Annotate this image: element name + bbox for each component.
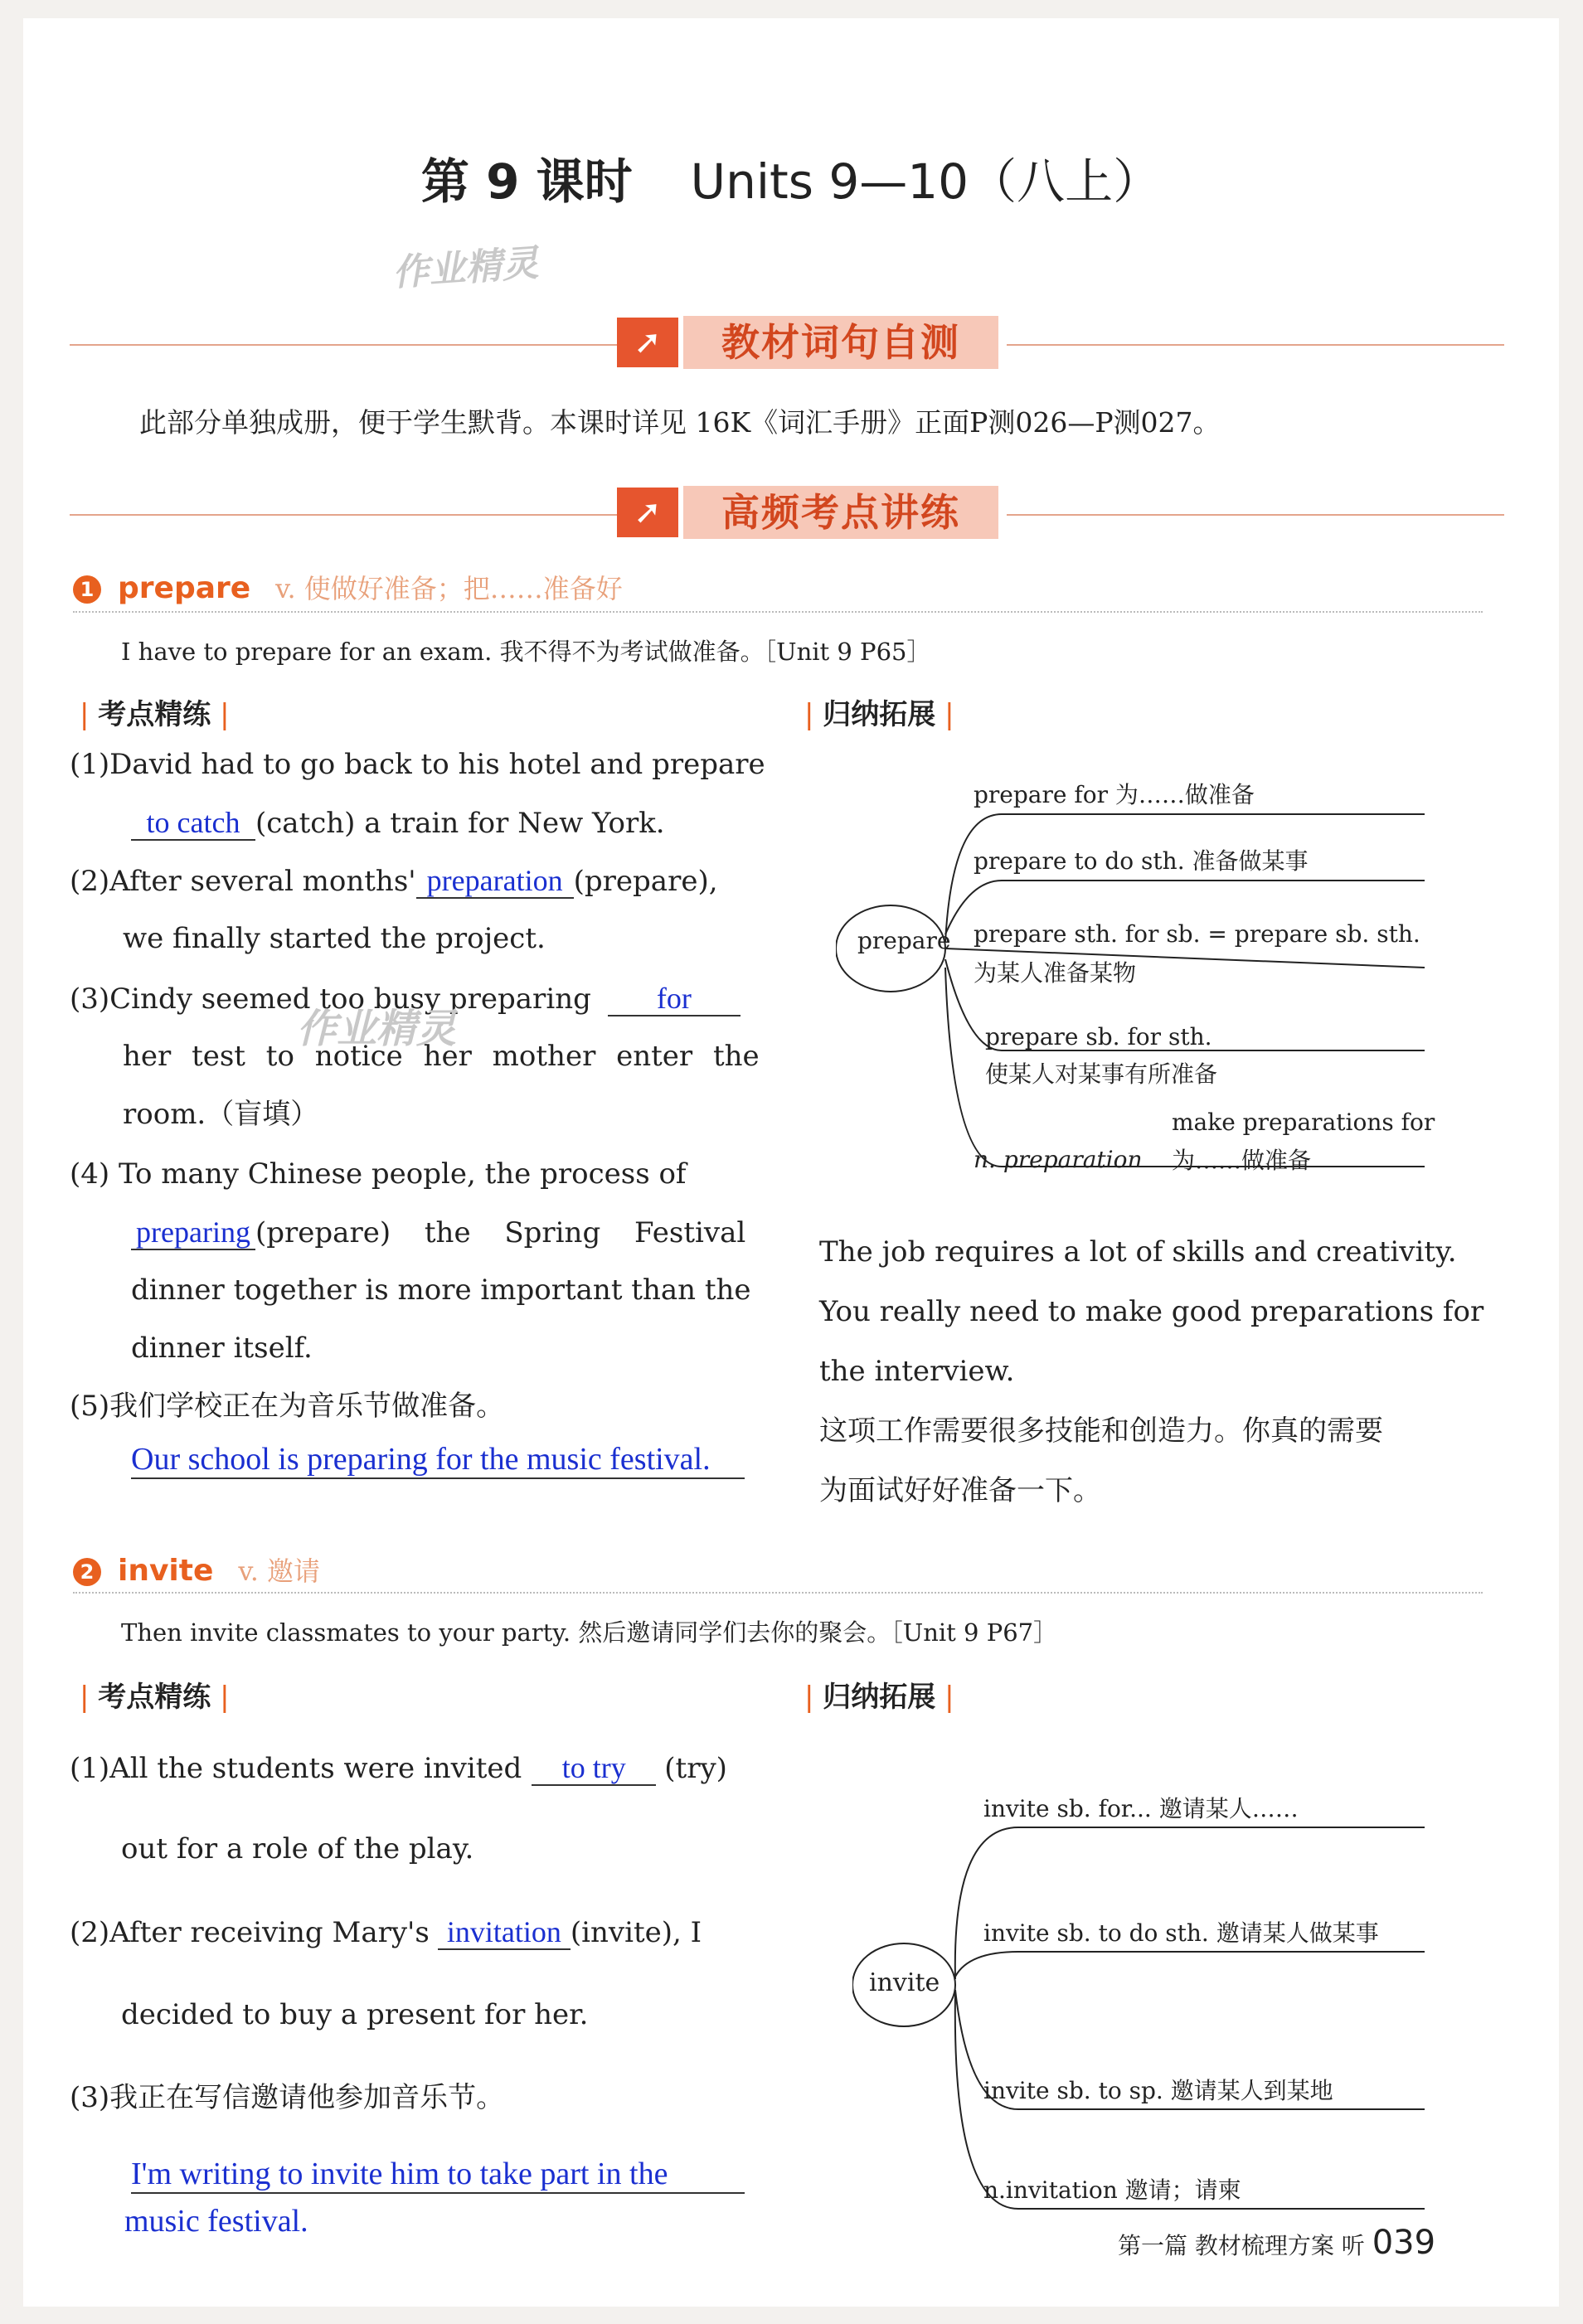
mind-map-branch: prepare sth. for sb. = prepare sb. sth.	[974, 920, 1420, 948]
section-header-practice	[70, 483, 1504, 546]
answer-blank: to catch	[131, 806, 255, 841]
watermark: 作业精灵	[297, 1006, 457, 1052]
mind-map-branch: invite sb. to do sth. 邀请某人做某事	[983, 1919, 1379, 1947]
footer: 第一篇 教材梳理方案 听 039	[1118, 2224, 1436, 2262]
practice-heading: | 考点精练 |	[80, 1681, 230, 1714]
mind-map-branch: make preparations for	[1172, 1109, 1435, 1136]
question-line: (3)Cindy seemed too busy preparing for	[70, 982, 741, 1016]
question-text: (5)我们学校正在为音乐节做准备。	[70, 1390, 505, 1423]
mind-map-branch: n.invitation 邀请；请柬	[983, 2176, 1241, 2204]
mind-map-center: prepare	[857, 927, 951, 954]
section-title: 教材词句自测	[683, 316, 998, 369]
answer-blank: I'm writing to invite him to take part in the	[131, 2156, 745, 2194]
question-line: (2)After receiving Mary's invitation (invite), I	[70, 1915, 702, 1949]
expand-heading: | 归纳拓展 |	[804, 698, 954, 731]
dotted-divider	[73, 1592, 1483, 1594]
question-line: (2)After several months' preparation (prepare),	[70, 864, 718, 898]
question-line: (1)All the students were invited to try (try)	[70, 1751, 727, 1785]
answer-blank: Our school is preparing for the music festival.	[131, 1441, 745, 1479]
units-label: Units 9—10（八上）	[690, 153, 1162, 210]
example-sentence: I have to prepare for an exam. 我不得不为考试做准备。［Unit 9 P65］	[121, 638, 931, 666]
answer-continuation: music festival.	[124, 2204, 308, 2239]
arrow-icon: ➚	[617, 488, 678, 537]
question-text: her test to notice her mother enter the	[123, 1040, 760, 1073]
number-badge: 1	[73, 575, 101, 604]
page	[23, 18, 1559, 2307]
question-text: (1)David had to go back to his hotel and prepare	[70, 748, 765, 781]
answer-blank: preparation	[416, 864, 574, 899]
mind-map-branch: invite sb. to sp. 邀请某人到某地	[983, 2077, 1333, 2104]
question-text: (4) To many Chinese people, the process of	[70, 1157, 687, 1191]
page-title	[23, 143, 1559, 212]
question-text: we finally started the project.	[123, 922, 546, 955]
expand-heading: | 归纳拓展 |	[804, 1681, 954, 1714]
section-title: 高频考点讲练	[683, 486, 998, 539]
part-of-speech: v. 邀请	[238, 1555, 321, 1587]
question-text: decided to buy a present for her.	[121, 1998, 589, 2031]
question-text: room.（盲填）	[123, 1098, 319, 1131]
mind-map-branch: prepare for 为……做准备	[974, 781, 1255, 808]
mind-map-branch: prepare sb. for sth.	[985, 1023, 1212, 1050]
expand-paragraph: The job requires a lot of skills and creativity. You really need to make good preparations for the interview. 这项工作需要很多技能和创造力。你真的需要 为面试好好准备一下。	[819, 1235, 1484, 1507]
answer-blank: to try	[532, 1751, 656, 1786]
mind-map-branch: prepare to do sth. 准备做某事	[974, 847, 1309, 875]
mind-map-branch: 使某人对某事有所准备	[985, 1060, 1218, 1088]
mind-map-center: invite	[869, 1968, 940, 1997]
number-badge: 2	[73, 1558, 101, 1586]
watermark: 作业精灵	[391, 241, 540, 295]
question-text: out for a role of the play.	[121, 1832, 474, 1866]
section-header-self-test	[70, 313, 1504, 376]
lesson-label: 第 9 课时	[420, 153, 633, 210]
answer-blank: invitation	[438, 1915, 571, 1950]
question-line: preparing (prepare) the Spring Festival	[131, 1215, 745, 1250]
dotted-divider	[73, 611, 1483, 613]
keyword-prepare: 1 prepare v. 使做好准备；把……准备好	[73, 568, 623, 606]
question-line: to catch (catch) a train for New York.	[131, 806, 665, 841]
mind-map-invite	[852, 1768, 1466, 2215]
mind-map-branch: invite sb. for... 邀请某人……	[983, 1795, 1299, 1822]
answer-blank: for	[608, 982, 741, 1016]
mind-map-branch: 为某人准备某物	[974, 959, 1137, 987]
mind-map-branch: 为……做准备	[1172, 1147, 1312, 1174]
answer-blank: preparing	[131, 1215, 255, 1250]
question-text: (3)我正在写信邀请他参加音乐节。	[70, 2081, 505, 2114]
intro-text: 此部分单独成册，便于学生默背。本课时详见 16K《词汇手册》正面P测026—P测027。	[139, 406, 1221, 439]
example-sentence: Then invite classmates to your party. 然后邀请同学们去你的聚会。［Unit 9 P67］	[121, 1618, 1058, 1647]
practice-heading: | 考点精练 |	[80, 698, 230, 731]
mind-map-branch: n. preparation	[974, 1146, 1143, 1173]
keyword-invite: 2 invite v. 邀请	[73, 1550, 320, 1589]
page-number: 039	[1372, 2224, 1436, 2262]
arrow-icon: ➚	[617, 318, 678, 367]
question-text: dinner itself.	[131, 1332, 313, 1365]
part-of-speech: v. 使做好准备；把……准备好	[275, 573, 623, 604]
question-text: dinner together is more important than the	[131, 1274, 751, 1307]
